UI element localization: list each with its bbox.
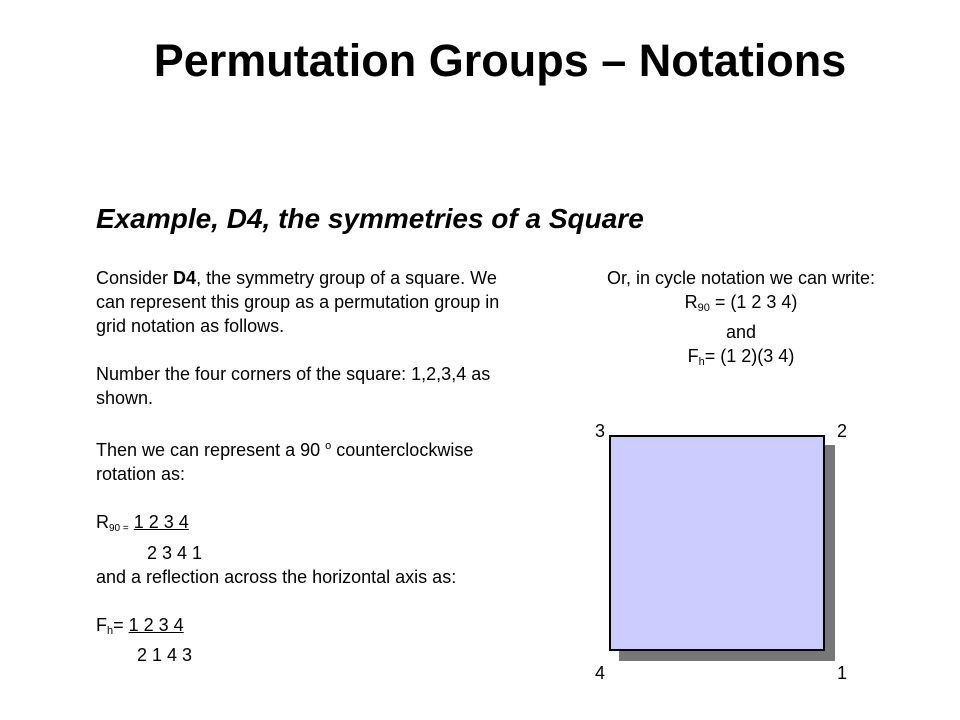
corner-label-bottom-left: 4: [595, 663, 606, 683]
rotation-grid-row2: 2 3 4 1: [147, 543, 203, 563]
intro-text-a: Consider: [96, 268, 174, 288]
intro-text-bold: D4: [173, 268, 197, 288]
intro-paragraph: [96, 266, 516, 338]
f-subscript: h: [107, 625, 114, 637]
slide-subtitle: Example, D4, the symmetries of a Square: [96, 203, 644, 234]
right-text-column: [560, 266, 922, 374]
corners-paragraph: Number the four corners of the square: 1,2,3,4 as shown.: [96, 364, 491, 408]
corner-label-top-left: 3: [595, 421, 606, 441]
f-equals: =: [113, 615, 129, 635]
r-label: R: [96, 512, 109, 532]
cycle-intro: Or, in cycle notation we can write:: [606, 268, 876, 288]
corner-label-top-right: 2: [837, 421, 848, 441]
rotation-paragraph: [96, 434, 516, 486]
reflection-grid-row1: [96, 613, 516, 643]
cycle-reflection: [560, 344, 922, 374]
f-label: F: [96, 615, 107, 635]
cycle-f-value: = (1 2)(3 4): [704, 346, 795, 366]
corner-label-bottom-right: 1: [837, 663, 848, 683]
degree-symbol: o: [325, 440, 332, 452]
slide-title: Permutation Groups – Notations: [153, 35, 847, 86]
r-subscript: 90 =: [109, 523, 129, 534]
cycle-r-value: = (1 2 3 4): [709, 292, 798, 312]
intro-text-c: , the symmetry group of a square. We can represent this group as a permutation group in grid notation as follows.: [96, 268, 500, 336]
reflection-paragraph: and a reflection across the horizontal axis as:: [96, 567, 457, 587]
rotation-grid-row1: [96, 510, 516, 541]
cycle-and: and: [725, 322, 757, 342]
square-diagram: [609, 435, 825, 651]
left-text-column: [96, 266, 516, 667]
reflection-grid-row2: 2 1 4 3: [137, 645, 193, 665]
cycle-rotation: [560, 290, 922, 320]
cycle-f-subscript: h: [698, 356, 705, 368]
rotation-text-a: Then we can represent a 90: [96, 440, 326, 460]
rotation-text-b: counterclockwise rotation as:: [96, 440, 474, 484]
cycle-r-subscript: 90: [697, 302, 710, 314]
r-grid-top: 1 2 3 4: [133, 512, 189, 532]
f-grid-top: 1 2 3 4: [128, 615, 184, 635]
cycle-r-label: R: [684, 292, 698, 312]
cycle-f-label: F: [687, 346, 699, 366]
